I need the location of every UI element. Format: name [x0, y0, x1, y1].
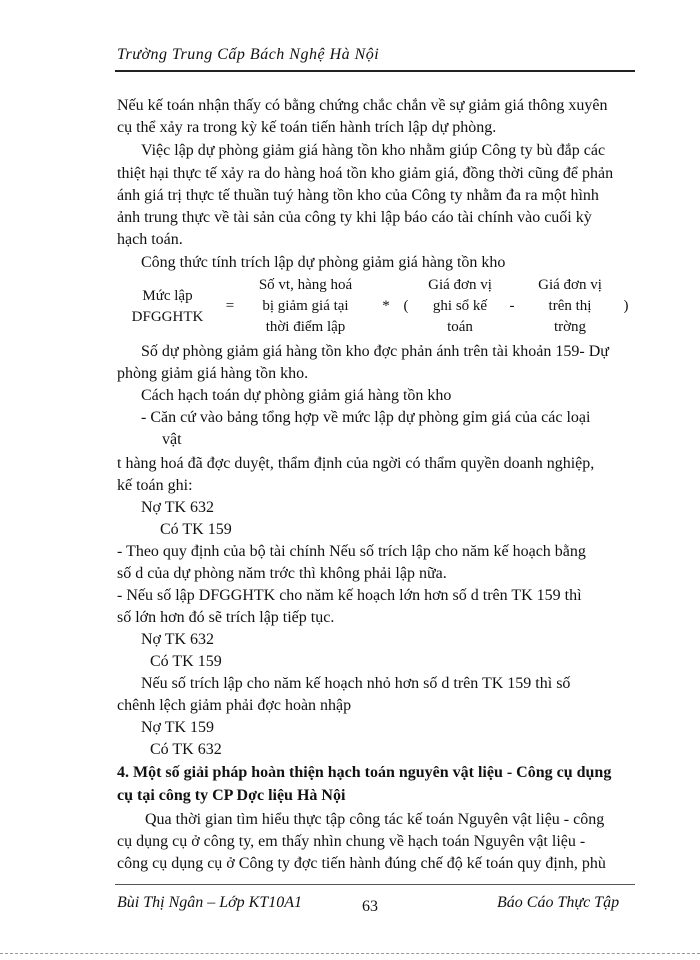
formula-open-paren: ( — [403, 298, 409, 314]
formula-equals: = — [225, 298, 235, 314]
text-line: phòng giảm giá hàng tồn kho. — [117, 365, 309, 382]
formula-a2: bị giảm giá tại — [262, 298, 349, 314]
text-line: cụ dụng cụ ở công ty, em thấy nhìn chung về hạch toán Nguyên vật liệu - — [117, 833, 586, 850]
formula-left-1: Mức lập — [142, 288, 193, 304]
text-line: Nợ TK 632 — [141, 499, 215, 516]
text-line: t hàng hoá đã đợc duyệt, thẩm định của ngời có thẩm quyền doanh nghiệp, — [117, 455, 595, 472]
text-line: ánh giá trị thực tế thuần tuý hàng tồn kho của Công ty nhằm đa ra một hình — [117, 187, 599, 204]
text-line: Có TK 159 — [160, 521, 232, 538]
formula-c2: trên thị — [548, 298, 592, 314]
page-header-title: Trường Trung Cấp Bách Nghệ Hà Nội — [117, 46, 380, 63]
text-line: Việc lập dự phòng giảm giá hàng tồn kho nhằm giúp Công ty bù đắp các — [141, 142, 606, 159]
text-line: - Căn cứ vào bảng tổng hợp về mức lập dự phòng gỉm giá của các loại — [141, 409, 591, 426]
text-line: hạch toán. — [117, 231, 183, 248]
text-line: Nếu số trích lập cho năm kế hoạch nhỏ hơn số d trên TK 159 thì số — [141, 675, 571, 692]
text-line: Cách hạch toán dự phòng giảm giá hàng tồn kho — [141, 387, 452, 404]
section-heading-cont: cụ tại công ty CP Dợc liệu Hà Nội — [117, 787, 346, 804]
text-line: số lớn hơn đó sẽ trích lập tiếp tục. — [117, 609, 335, 626]
text-line: Nợ TK 632 — [141, 631, 215, 648]
text-line: Nếu kế toán nhận thấy có bằng chứng chắc chắn về sự giảm giá thông xuyên — [117, 97, 608, 114]
text-line: - Nếu số lập DFGGHTK cho năm kế hoạch lớn hơn số d trên TK 159 thì — [117, 587, 582, 604]
text-line: thiệt hại thực tế xảy ra do hàng hoá tồn kho giảm giá, đồng thời cũng để phản — [117, 165, 614, 182]
text-line: - Theo quy định của bộ tài chính Nếu số trích lập cho năm kế hoạch bằng — [117, 543, 586, 560]
formula-c1: Giá đơn vị — [538, 277, 602, 293]
formula-b3: toán — [447, 319, 473, 335]
text-line: kế toán ghi: — [117, 477, 193, 494]
header-rule — [115, 70, 635, 72]
page-bottom-divider — [0, 953, 700, 954]
section-heading: 4. Một số giải pháp hoàn thiện hạch toán nguyên vật liệu - Công cụ dụng — [117, 764, 612, 781]
text-line: Có TK 159 — [150, 653, 222, 670]
text-line: Nợ TK 159 — [141, 719, 215, 736]
footer-report-title: Báo Cáo Thực Tập — [497, 894, 620, 911]
text-line: Số dự phòng giảm giá hàng tồn kho đợc phản ánh trên tài khoản 159- Dự — [141, 343, 609, 360]
formula-a1: Số vt, hàng hoá — [258, 277, 353, 293]
text-line: Công thức tính trích lập dự phòng giảm giá hàng tồn kho — [141, 254, 506, 271]
formula-minus: - — [509, 298, 515, 314]
formula-c3: trờng — [553, 319, 587, 335]
formula-a3: thời điểm lập — [265, 319, 346, 335]
page-number: 63 — [362, 898, 378, 915]
text-line: số d của dự phòng năm trớc thì không phải lập nữa. — [117, 565, 447, 582]
formula-times: * — [382, 298, 390, 314]
text-line: Có TK 632 — [150, 741, 222, 758]
text-line: vật — [162, 431, 182, 448]
footer-rule — [115, 884, 635, 885]
formula-close-paren: ) — [623, 298, 629, 314]
formula-b2: ghi sổ kế — [432, 298, 488, 314]
footer-author: Bùi Thị Ngân – Lớp KT10A1 — [117, 894, 303, 911]
formula-b1: Giá đơn vị — [428, 277, 492, 293]
formula-left-2: DFGGHTK — [131, 309, 204, 325]
text-line: ảnh trung thực về tài sản của công ty khi lập báo cáo tài chính vào cuối kỳ — [117, 209, 592, 226]
text-line: chênh lệch giảm phải đợc hoàn nhập — [117, 697, 352, 714]
text-line: cụ thể xảy ra trong kỳ kế toán tiến hành trích lập dự phòng. — [117, 119, 497, 136]
text-line: Qua thời gian tìm hiểu thực tập công tác kế toán Nguyên vật liệu - công — [145, 811, 605, 828]
text-line: công cụ dụng cụ ở Công ty đợc tiến hành đúng chế độ kế toán quy định, phù — [117, 855, 606, 872]
